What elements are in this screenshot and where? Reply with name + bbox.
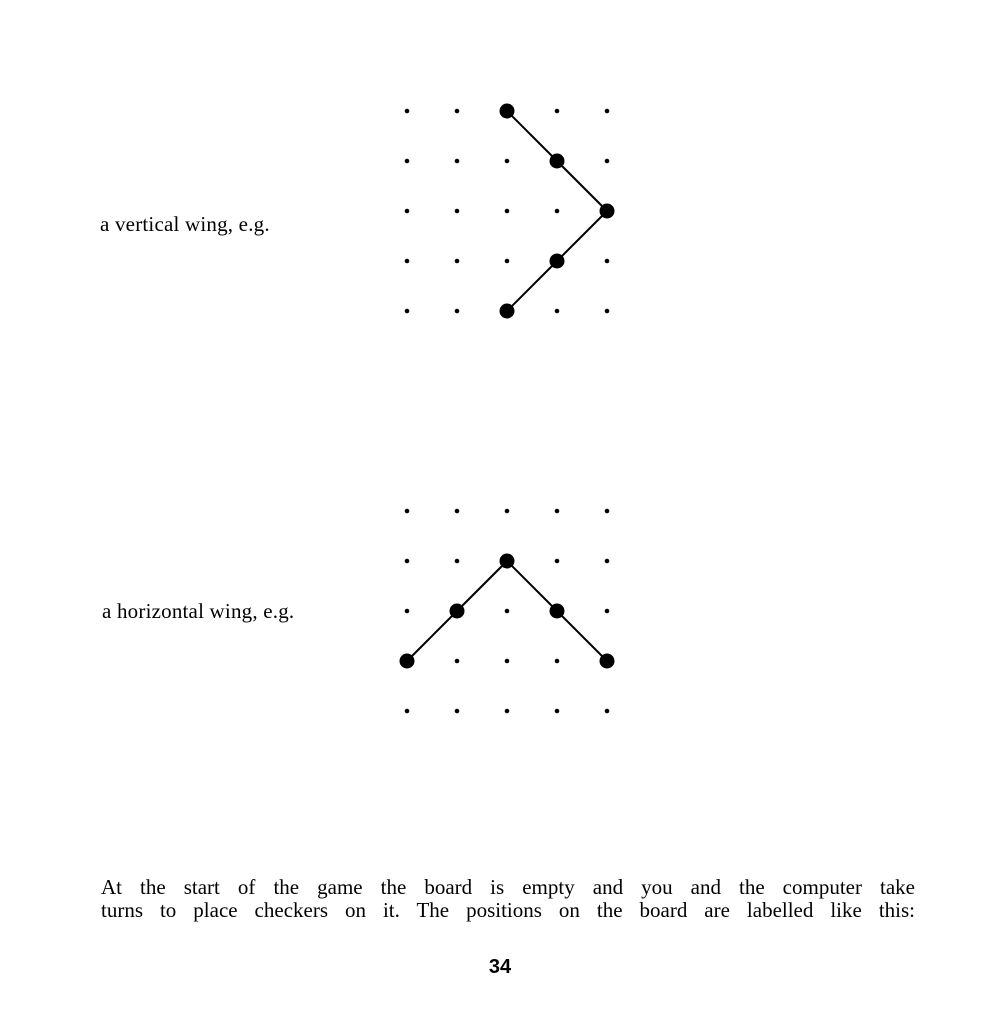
vertical-wing-checker: [500, 304, 515, 319]
vertical-wing-grid-dot: [455, 109, 460, 114]
vertical-wing-grid-dot: [455, 209, 460, 214]
horizontal-wing-label: a horizontal wing, e.g.: [102, 599, 295, 623]
vertical-wing-grid-dot: [605, 159, 610, 164]
vertical-wing-grid-dot: [555, 109, 560, 114]
vertical-wing-grid-dot: [555, 309, 560, 314]
horizontal-wing-grid-dot: [455, 659, 460, 664]
horizontal-wing-grid-dot: [605, 559, 610, 564]
vertical-wing-connector-line: [507, 261, 557, 311]
vertical-wing-grid-dot: [505, 259, 510, 264]
vertical-wing-board: [380, 84, 630, 334]
horizontal-wing-connector-line: [507, 561, 557, 611]
vertical-wing-grid-dot: [605, 259, 610, 264]
vertical-wing-connector-line: [557, 161, 607, 211]
vertical-wing-connector-line: [507, 111, 557, 161]
horizontal-wing-checker: [600, 654, 615, 669]
horizontal-wing-grid-dot: [555, 659, 560, 664]
paragraph-line-2: turns to place checkers on it. The positions on the board are labelled like this:: [101, 898, 915, 923]
vertical-wing-grid-dot: [605, 109, 610, 114]
vertical-wing-checker: [550, 254, 565, 269]
horizontal-wing-checker: [450, 604, 465, 619]
vertical-wing-checker: [550, 154, 565, 169]
horizontal-wing-grid-dot: [605, 709, 610, 714]
horizontal-wing-grid-dot: [505, 709, 510, 714]
horizontal-wing-grid-dot: [405, 509, 410, 514]
vertical-wing-grid-dot: [555, 209, 560, 214]
vertical-wing-checker: [600, 204, 615, 219]
page-number: 34: [488, 956, 512, 978]
horizontal-wing-connector-line: [457, 561, 507, 611]
horizontal-wing-grid-dot: [405, 559, 410, 564]
horizontal-wing-grid-dot: [555, 559, 560, 564]
horizontal-wing-checker: [550, 604, 565, 619]
vertical-wing-grid-dot: [455, 159, 460, 164]
vertical-wing-label: a vertical wing, e.g.: [100, 212, 270, 236]
horizontal-wing-grid-dot: [605, 609, 610, 614]
vertical-wing-grid-dot: [605, 309, 610, 314]
horizontal-wing-grid-dot: [405, 609, 410, 614]
horizontal-wing-grid-dot: [455, 559, 460, 564]
horizontal-wing-grid-dot: [505, 609, 510, 614]
horizontal-wing-grid-dot: [505, 509, 510, 514]
vertical-wing-grid-dot: [405, 109, 410, 114]
horizontal-wing-grid-dot: [455, 709, 460, 714]
horizontal-wing-grid-dot: [505, 659, 510, 664]
horizontal-wing-grid-dot: [405, 709, 410, 714]
vertical-wing-grid-dot: [405, 259, 410, 264]
body-paragraph: [101, 876, 915, 922]
vertical-wing-checker: [500, 104, 515, 119]
horizontal-wing-grid-dot: [605, 509, 610, 514]
horizontal-wing-connector-line: [557, 611, 607, 661]
paragraph-line-1: At the start of the game the board is empty and you and the computer take: [101, 875, 915, 899]
horizontal-wing-checker: [400, 654, 415, 669]
horizontal-wing-connector-line: [407, 611, 457, 661]
vertical-wing-diagram: [380, 84, 630, 334]
vertical-wing-grid-dot: [455, 259, 460, 264]
vertical-wing-grid-dot: [405, 309, 410, 314]
horizontal-wing-grid-dot: [555, 509, 560, 514]
vertical-wing-grid-dot: [405, 159, 410, 164]
vertical-wing-grid-dot: [455, 309, 460, 314]
horizontal-wing-board: [380, 484, 630, 734]
vertical-wing-grid-dot: [505, 209, 510, 214]
horizontal-wing-grid-dot: [455, 509, 460, 514]
horizontal-wing-diagram: [380, 484, 630, 734]
horizontal-wing-grid-dot: [555, 709, 560, 714]
vertical-wing-grid-dot: [405, 209, 410, 214]
vertical-wing-connector-line: [557, 211, 607, 261]
horizontal-wing-checker: [500, 554, 515, 569]
vertical-wing-grid-dot: [505, 159, 510, 164]
